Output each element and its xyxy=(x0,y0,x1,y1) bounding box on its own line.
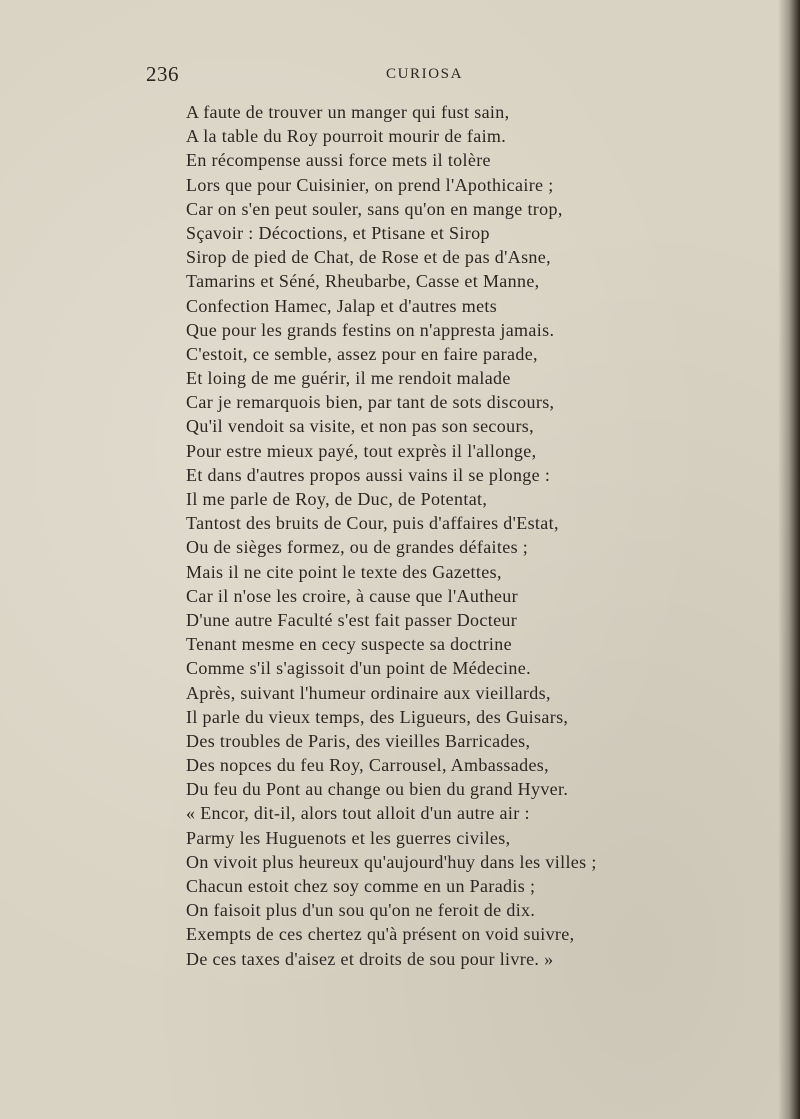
verse-line: Qu'il vendoit sa visite, et non pas son secours, xyxy=(186,416,534,437)
verse-line: Et dans d'autres propos aussi vains il se plonge : xyxy=(186,464,551,485)
verse-line: Parmy les Huguenots et les guerres civiles, xyxy=(186,827,511,848)
page-header xyxy=(146,62,666,92)
verse-line: Des nopces du feu Roy, Carrousel, Ambassades, xyxy=(186,755,550,776)
verse-line: Lors que pour Cuisinier, on prend l'Apothicaire ; xyxy=(186,174,554,195)
book-spine-shadow xyxy=(778,0,800,1119)
verse-line: De ces taxes d'aisez et droits de sou pour livre. » xyxy=(186,948,554,969)
verse-line: Car on s'en peut souler, sans qu'on en mange trop, xyxy=(186,198,563,219)
verse-line: Sçavoir : Décoctions, et Ptisane et Sirop xyxy=(186,222,490,243)
verse-line: A la table du Roy pourroit mourir de faim. xyxy=(186,126,507,147)
verse-line: En récompense aussi force mets il tolère xyxy=(186,150,491,171)
verse-line: C'estoit, ce semble, assez pour en faire parade, xyxy=(186,343,538,364)
verse-line: Chacun estoit chez soy comme en un Paradis ; xyxy=(186,876,536,896)
verse-line: « Encor, dit-il, alors tout alloit d'un autre air : xyxy=(186,803,530,824)
verse-line: On faisoit plus d'un sou qu'on ne feroit de dix. xyxy=(186,900,536,921)
verse-line: D'une autre Faculté s'est fait passer Docteur xyxy=(186,609,518,630)
verse-line: Car je remarquois bien, par tant de sots discours, xyxy=(186,392,555,413)
page-number: 236 xyxy=(146,62,179,86)
verse-line: Il parle du vieux temps, des Ligueurs, des Guisars, xyxy=(186,706,569,727)
verse-line: Mais il ne cite point le texte des Gazettes, xyxy=(186,561,502,582)
verse-line: Que pour les grands festins on n'appresta jamais. xyxy=(186,319,555,340)
verse-line: Et loing de me guérir, il me rendoit malade xyxy=(186,368,511,389)
verse-line: Après, suivant l'humeur ordinaire aux vieillards, xyxy=(186,682,551,703)
verse-line: A faute de trouver un manger qui fust sain, xyxy=(186,102,510,122)
verse-line: Sirop de pied de Chat, de Rose et de pas d'Asne, xyxy=(186,247,551,268)
verse-line: Tenant mesme en cecy suspecte sa doctrine xyxy=(186,634,512,655)
verse-line: Tamarins et Séné, Rheubarbe, Casse et Manne, xyxy=(186,271,540,292)
verse-line: Ou de sièges formez, ou de grandes défaites ; xyxy=(186,537,529,558)
verse-line: Confection Hamec, Jalap et d'autres mets xyxy=(186,295,498,316)
verse-line: Pour estre mieux payé, tout exprès il l'allonge, xyxy=(186,440,537,461)
verse-line: Du feu du Pont au change ou bien du grand Hyver. xyxy=(186,779,569,800)
running-head: CURIOSA xyxy=(386,66,464,82)
verse-line: Tantost des bruits de Cour, puis d'affaires d'Estat, xyxy=(186,513,559,534)
verse-text xyxy=(186,100,686,971)
verse-line: Exempts de ces chertez qu'à présent on void suivre, xyxy=(186,924,575,945)
verse-line: Comme s'il s'agissoit d'un point de Médecine. xyxy=(186,658,531,679)
verse-line: Il me parle de Roy, de Duc, de Potentat, xyxy=(186,489,488,509)
verse-line: Des troubles de Paris, des vieilles Barricades, xyxy=(186,730,531,751)
verse-line: Car il n'ose les croire, à cause que l'Autheur xyxy=(186,585,518,606)
verse-line: On vivoit plus heureux qu'aujourd'huy dans les villes ; xyxy=(186,851,597,872)
